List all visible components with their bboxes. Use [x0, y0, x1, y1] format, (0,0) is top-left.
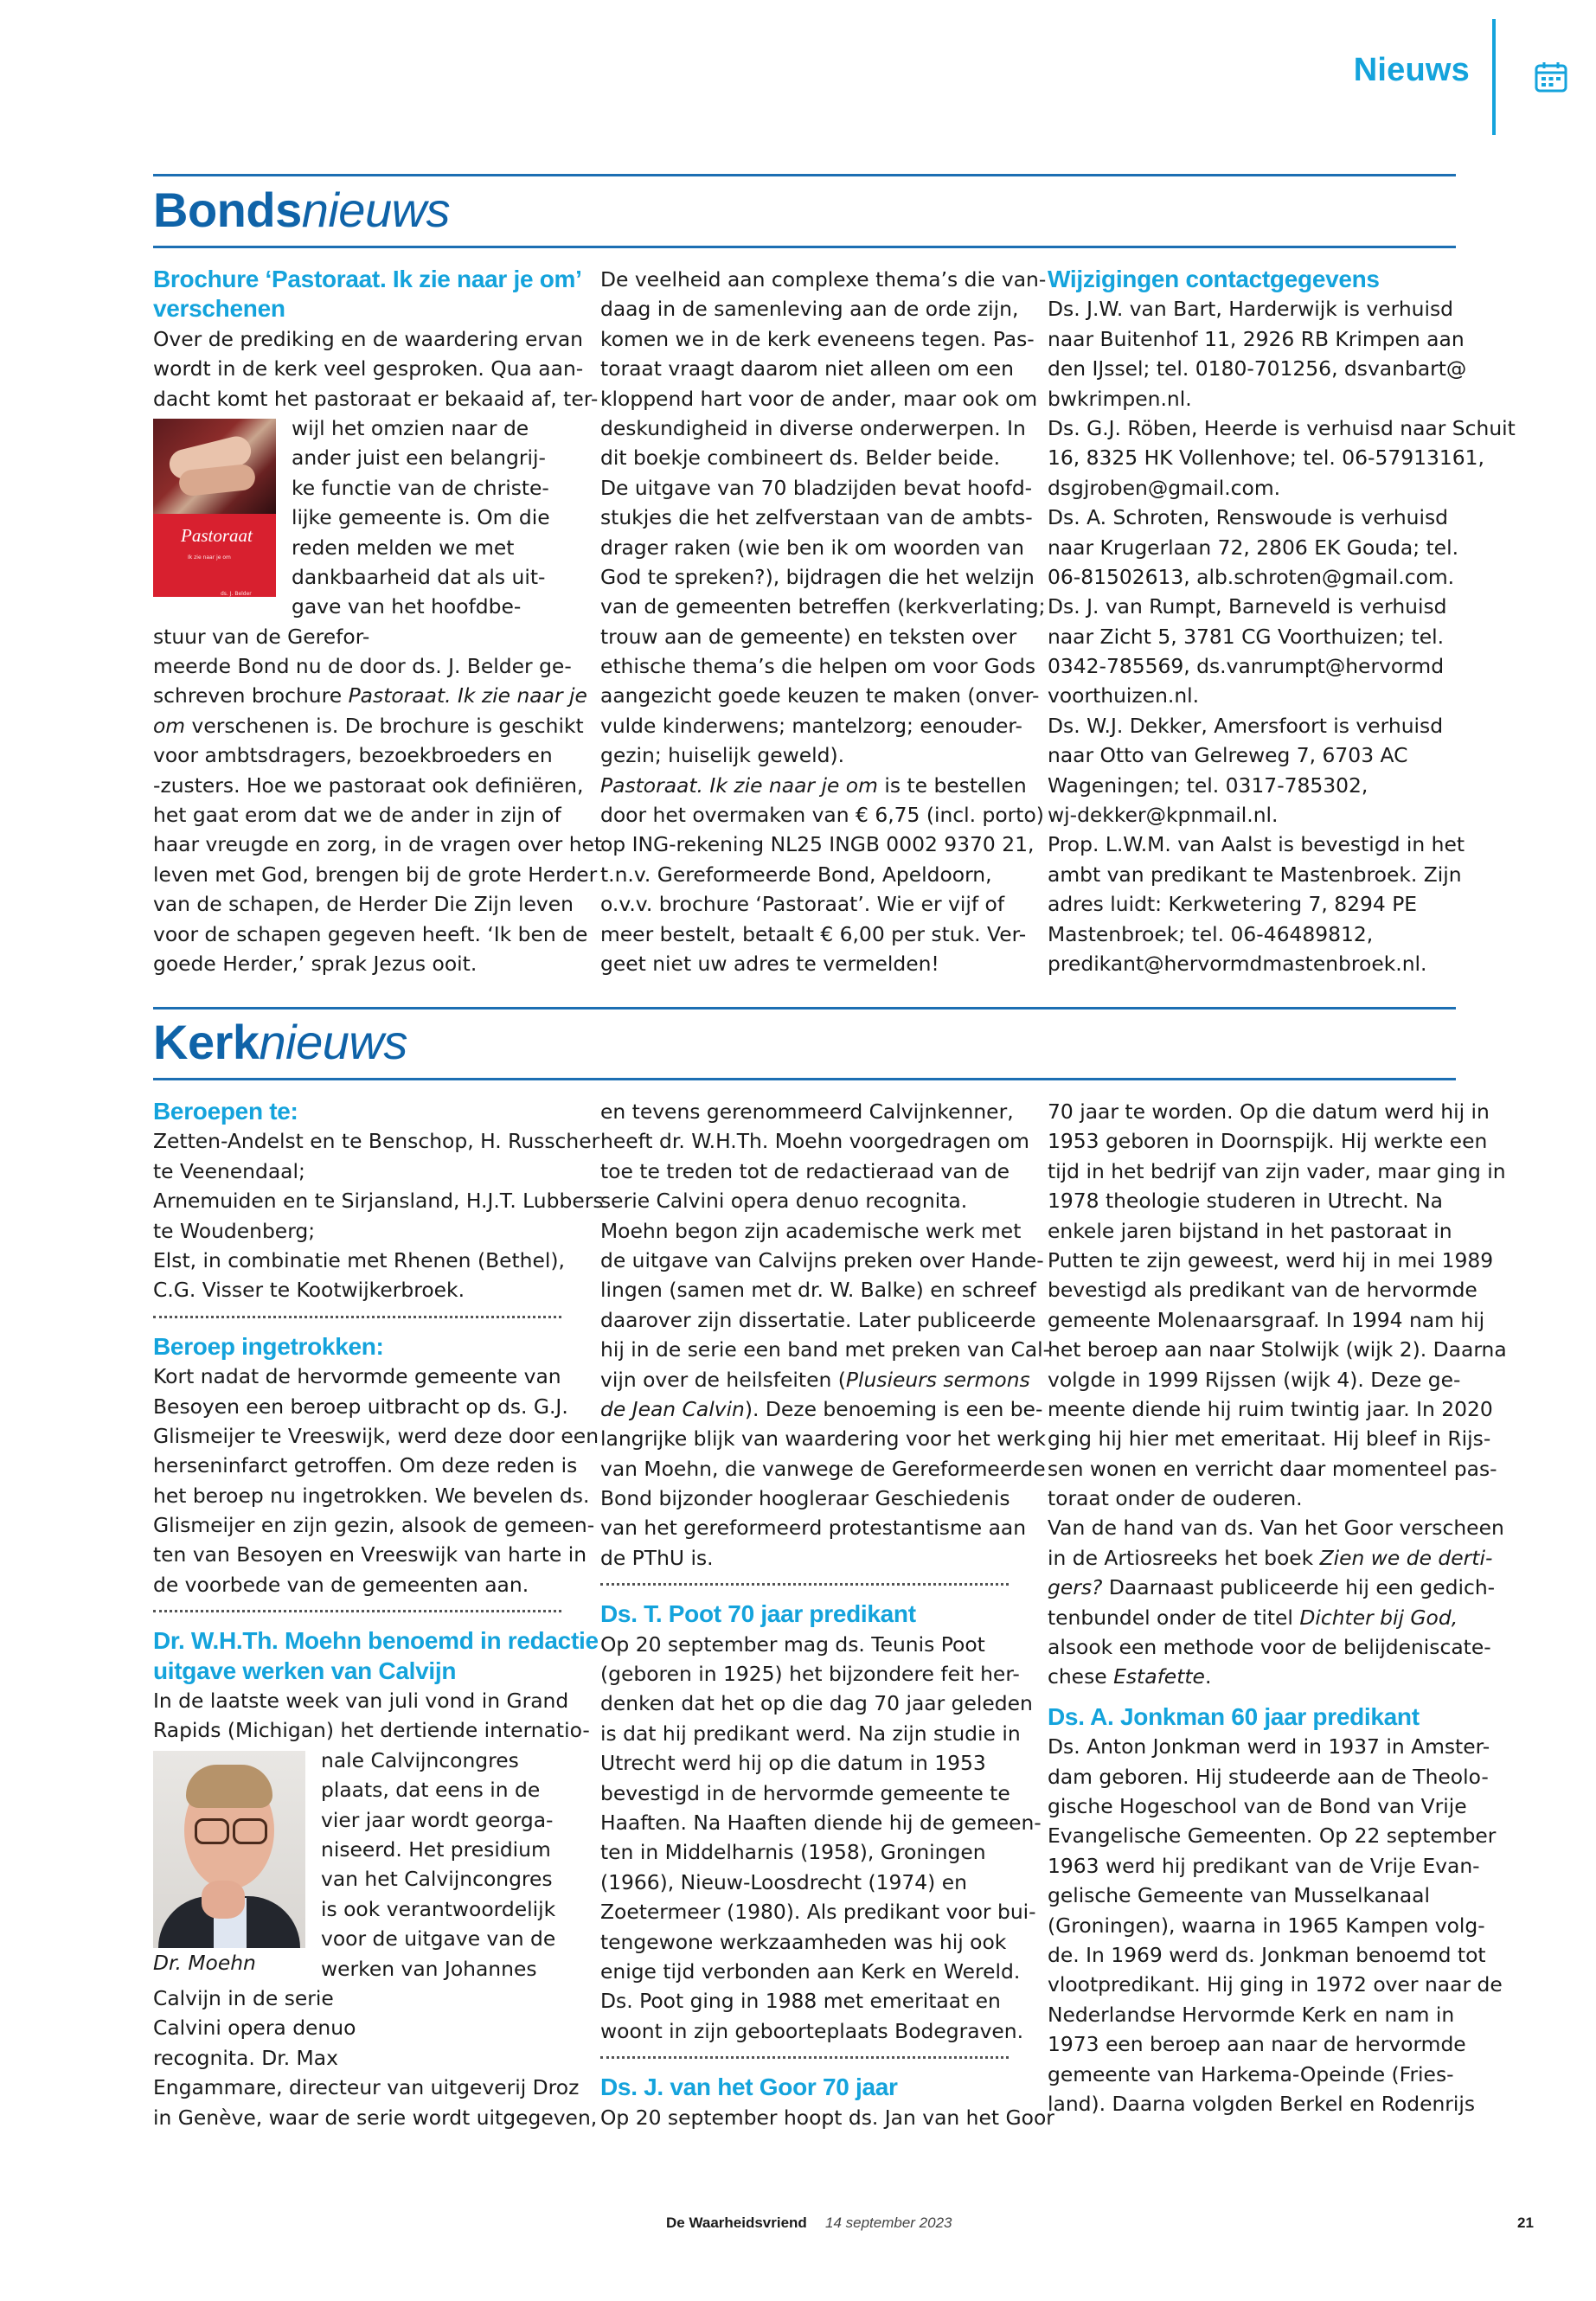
text-line: voorthuizen.nl.	[1048, 683, 1200, 708]
text-line: land). Daarna volgden Berkel en Rodenrijs	[1048, 2091, 1476, 2116]
text-line: trouw aan de gemeente) en teksten over	[600, 624, 1017, 649]
text-line: dacht komt het pastoraat er bekaaid af, ter-	[153, 386, 599, 411]
text-line: wj-dekker@kpnmail.nl.	[1048, 803, 1279, 828]
text-line: (geboren in 1925) het bijzondere feit her-	[600, 1662, 1020, 1687]
text-line: adres luidt: Kerkwetering 7, 8294 PE	[1048, 892, 1418, 917]
text-line: -zusters. Hoe we pastoraat ook definiëren,	[153, 772, 584, 798]
text-line: naar Buitenhof 11, 2926 RB Krimpen aan	[1048, 326, 1465, 351]
text-line: ke functie van de christe-	[292, 475, 549, 500]
text-line: Ds. A. Schroten, Renswoude is verhuisd	[1048, 505, 1449, 530]
text-line: C.G. Visser te Kootwijkerbroek.	[153, 1278, 465, 1303]
section-rule-top	[153, 1007, 1456, 1009]
text-line: Bond bijzonder hoogleraar Geschiedenis	[600, 1486, 1010, 1511]
text-line: daarover zijn dissertatie. Later publiceerde	[600, 1307, 1036, 1332]
kerknieuws-column-2	[600, 1097, 1054, 2132]
text-line: meer bestelt, betaalt € 6,00 per stuk. Ver-	[600, 921, 1027, 946]
text-line: wijl het omzien naar de	[292, 415, 529, 440]
text-line: gische Hogeschool van de Bond van Vrije	[1048, 1793, 1467, 1818]
text-line: (1966), Nieuw-Loosdrecht (1974) en	[600, 1869, 967, 1894]
text-line: ten in Middelharnis (1958), Groningen	[600, 1840, 986, 1865]
text-line: Van de hand van ds. Van het Goor verscheen	[1048, 1516, 1504, 1541]
text-line: gave van het hoofdbe-	[292, 594, 522, 619]
kerknieuws-column-3	[1048, 1097, 1507, 2118]
text-line: God te spreken?), bijdragen die het welzijn	[600, 564, 1035, 589]
text-line: is ook verantwoordelijk	[321, 1896, 556, 1921]
text-line: haar vreugde en zorg, in de vragen over het	[153, 832, 603, 857]
text-line: vulde kinderwens; mantelzorg; eenouder-	[600, 713, 1022, 738]
text-line: ethische thema’s die helpen om voor Gods	[600, 654, 1036, 679]
text-line: Prop. L.W.M. van Aalst is bevestigd in het	[1048, 832, 1465, 857]
text-line: dit boekje combineert ds. Belder beide.	[600, 445, 1001, 471]
text-line: voor ambtsdragers, bezoekbroeders en	[153, 743, 553, 768]
text-line: hij in de serie een band met preken van Cal-	[600, 1337, 1051, 1362]
section-label: Nieuws	[1353, 52, 1470, 88]
article-heading: Beroepen te:	[153, 1098, 298, 1125]
section-rule-top	[153, 174, 1456, 176]
text-line: van de gemeenten betreffen (kerkverlating;	[600, 594, 1046, 619]
text-line: Zoetermeer (1980). Als predikant voor bui-	[600, 1900, 1036, 1925]
text-line: De uitgave van 70 bladzijden bevat hoofd-	[600, 475, 1033, 500]
text-line: Engammare, directeur van uitgeverij Droz	[153, 2075, 580, 2100]
text-line: lijke gemeente is. Om die	[292, 505, 550, 530]
text-line: dam geboren. Hij studeerde aan de Theolo-	[1048, 1764, 1489, 1789]
text-line: Calvini opera denuo	[153, 2016, 356, 2041]
text-line: o.v.v. brochure ‘Pastoraat’. Wie er vijf of	[600, 892, 1005, 917]
text-line: 1953 geboren in Doornspijk. Hij werkte een	[1048, 1129, 1488, 1154]
text-line: de PThU is.	[600, 1545, 714, 1570]
text-line: gezin; huiselijk geweld).	[600, 743, 845, 768]
text-line: Op 20 september hoopt ds. Jan van het Goor	[600, 2105, 1054, 2130]
text-line: stukjes die het zelfverstaan van de ambts-	[600, 505, 1033, 530]
dotted-separator	[600, 1583, 1009, 1587]
text-line: 1978 theologie studeren in Utrecht. Na	[1048, 1189, 1443, 1214]
text-line: kloppend hart voor de ander, maar ook om	[600, 386, 1038, 411]
text-line: Wageningen; tel. 0317-785302,	[1048, 772, 1368, 798]
text-line: Ds. J. van Rumpt, Barneveld is verhuisd	[1048, 594, 1447, 619]
text-line: Moehn begon zijn academische werk met	[600, 1218, 1022, 1243]
text-line: dsgjroben@gmail.com.	[1048, 475, 1281, 500]
text-line: Nederlandse Hervormde Kerk en nam in	[1048, 2002, 1455, 2027]
text-line: alsook een methode voor de belijdeniscate-	[1048, 1635, 1491, 1660]
photo-caption: Dr. Moehn	[153, 1950, 256, 1975]
text-line: de. In 1969 werd ds. Jonkman benoemd tot	[1048, 1942, 1486, 1967]
text-line: Calvijn in de serie	[153, 1985, 334, 2010]
text-line: Glismeijer te Vreeswijk, werd deze door een	[153, 1423, 599, 1448]
text-line: aangezicht goede keuzen te maken (onver-	[600, 683, 1040, 708]
text-line: Op 20 september mag ds. Teunis Poot	[600, 1631, 985, 1657]
page-number: 21	[1517, 2214, 1534, 2231]
text-line: Ds. W.J. Dekker, Amersfoort is verhuisd	[1048, 713, 1444, 738]
text-line: heeft dr. W.H.Th. Moehn voorgedragen om	[600, 1129, 1029, 1154]
text-line: op ING-rekening NL25 INGB 0002 9370 21,	[600, 832, 1035, 857]
bondsnieuws-title: Bondsnieuws	[153, 183, 451, 237]
text-line: deskundigheid in diverse onderwerpen. In	[600, 415, 1026, 440]
text-line: 1963 werd hij predikant van de Vrije Evan-	[1048, 1853, 1480, 1878]
text-line: het beroep aan naar Stolwijk (wijk 2). Daarna	[1048, 1337, 1507, 1362]
brochure-cover-image	[153, 419, 276, 597]
text-line: recognita. Dr. Max	[153, 2045, 338, 2070]
brochure-cover-title: Pastoraat	[181, 524, 253, 546]
text-line: Putten te zijn geweest, werd hij in mei 1989	[1048, 1247, 1494, 1272]
text-line: ambt van predikant te Mastenbroek. Zijn	[1048, 862, 1462, 887]
text-line: Pastoraat. Ik zie naar je om is te bestellen	[600, 772, 1027, 798]
text-line: is dat hij predikant werd. Na zijn studie in	[600, 1721, 1021, 1746]
article-heading: Ds. J. van het Goor 70 jaar	[600, 2073, 898, 2101]
article-heading: Ds. T. Poot 70 jaar predikant	[600, 1600, 916, 1628]
text-line: schreven brochure Pastoraat. Ik zie naar je	[153, 683, 587, 708]
text-line: Haaften. Na Haaften diende hij de gemeen-	[600, 1810, 1042, 1835]
text-line: drager raken (wie ben ik om woorden van	[600, 535, 1024, 560]
text-line: nale Calvijncongres	[321, 1747, 519, 1772]
text-line: Evangelische Gemeenten. Op 22 september	[1048, 1823, 1497, 1849]
text-line: plaats, dat eens in de	[321, 1778, 541, 1803]
text-line: stuur van de Gerefor-	[153, 624, 370, 649]
text-line: Ds. G.J. Röben, Heerde is verhuisd naar Schuit	[1048, 415, 1516, 440]
text-line: den IJssel; tel. 0180-701256, dsvanbart@	[1048, 356, 1467, 381]
text-line: toraat vraagt daarom niet alleen om een	[600, 356, 1014, 381]
text-line: van het Calvijncongres	[321, 1867, 553, 1892]
text-line: goede Herder,’ sprak Jezus ooit.	[153, 951, 478, 976]
text-line: Elst, in combinatie met Rhenen (Bethel),	[153, 1247, 565, 1272]
article-heading: verschenen	[153, 295, 285, 323]
text-line: dankbaarheid dat als uit-	[292, 564, 546, 589]
text-line: vijn over de heilsfeiten (Plusieurs sermons	[600, 1367, 1030, 1392]
text-line: naar Krugerlaan 72, 2806 EK Gouda; tel.	[1048, 535, 1459, 560]
text-line: tenbundel onder de titel Dichter bij God,	[1048, 1605, 1458, 1630]
portrait-photo	[153, 1751, 305, 1977]
text-line: t.n.v. Gereformeerde Bond, Apeldoorn,	[600, 862, 992, 887]
text-line: leven met God, brengen bij de grote Herder	[153, 862, 598, 887]
text-line: 0342-785569, ds.vanrumpt@hervormd	[1048, 654, 1445, 679]
text-line: enkele jaren bijstand in het pastoraat in	[1048, 1218, 1452, 1243]
kerknieuws-title: Kerknieuws	[153, 1015, 407, 1069]
text-line: het gaat erom dat we de ander in zijn of	[153, 803, 561, 828]
text-line: van Moehn, die vanwege de Gereformeerde	[600, 1456, 1046, 1481]
bondsnieuws-column-1	[153, 265, 603, 978]
text-line: Over de prediking en de waardering ervan	[153, 326, 584, 351]
article-heading: Dr. W.H.Th. Moehn benoemd in redactie	[153, 1627, 599, 1655]
text-line: langrijke blijk van waardering voor het werk	[600, 1426, 1046, 1452]
text-line: 16, 8325 HK Vollenhove; tel. 06-57913161,	[1048, 445, 1484, 471]
header-divider	[1492, 19, 1496, 135]
calendar-icon	[1535, 61, 1567, 93]
text-line: naar Zicht 5, 3781 CG Voorthuizen; tel.	[1048, 624, 1445, 649]
text-line: (Groningen), waarna in 1965 Kampen volg-	[1048, 1913, 1485, 1938]
text-line: niseerd. Het presidium	[321, 1836, 551, 1862]
text-line: herseninfarct getroffen. Om deze reden is	[153, 1453, 578, 1478]
article-heading: Beroep ingetrokken:	[153, 1332, 384, 1360]
text-line: om verschenen is. De brochure is geschikt	[153, 713, 584, 738]
magazine-name: De Waarheidsvriend	[666, 2214, 807, 2231]
text-line: de uitgave van Calvijns preken over Hande-	[600, 1247, 1044, 1272]
text-line: 70 jaar te worden. Op die datum werd hij in	[1048, 1099, 1490, 1124]
text-line: ander juist een belangrij-	[292, 445, 546, 471]
issue-date: 14 september 2023	[825, 2214, 952, 2231]
text-line: meerde Bond nu de door ds. J. Belder ge-	[153, 654, 572, 679]
text-line: te Woudenberg;	[153, 1218, 316, 1243]
dotted-separator	[153, 1316, 561, 1320]
dotted-separator	[600, 2056, 1009, 2061]
text-line: serie Calvini opera denuo recognita.	[600, 1189, 968, 1214]
text-line: Kort nadat de hervormde gemeente van	[153, 1364, 561, 1389]
text-line: werken van Johannes	[321, 1956, 537, 1981]
article-heading: uitgave werken van Calvijn	[153, 1657, 457, 1684]
text-line: woont in zijn geboorteplaats Bodegraven.	[600, 2018, 1024, 2043]
text-line: gemeente van Harkema-Opeinde (Fries-	[1048, 2061, 1454, 2086]
brochure-cover-subtitle: Ik zie naar je om	[188, 554, 231, 561]
text-line: denken dat het op die dag 70 jaar geleden	[600, 1691, 1033, 1716]
text-line: De veelheid aan complexe thema’s die van-	[600, 267, 1047, 292]
text-line: voor de uitgave van de	[321, 1926, 556, 1952]
text-line: Ds. Poot ging in 1988 met emeritaat en	[600, 1989, 1001, 2014]
dotted-separator	[153, 1610, 561, 1614]
section-rule-bottom	[153, 1078, 1456, 1080]
text-line: In de laatste week van juli vond in Grand	[153, 1689, 569, 1714]
text-line: Glismeijer en zijn gezin, alsook de gemeen-	[153, 1513, 595, 1538]
text-line: van de schapen, de Herder Die Zijn leven	[153, 892, 574, 917]
text-line: enige tijd verbonden aan Kerk en Wereld.	[600, 1958, 1021, 1984]
text-line: 1973 een beroep aan naar de hervormde	[1048, 2032, 1466, 2057]
text-line: meente diende hij ruim twintig jaar. In 2020	[1048, 1396, 1493, 1421]
text-line: bwkrimpen.nl.	[1048, 386, 1192, 411]
bondsnieuws-column-3	[1048, 265, 1516, 978]
text-line: wordt in de kerk veel gesproken. Qua aan-	[153, 356, 584, 381]
text-line: gers? Daarnaast publiceerde hij een gedich-	[1048, 1575, 1496, 1600]
article-heading: Wijzigingen contactgegevens	[1048, 266, 1380, 292]
article-heading: Ds. A. Jonkman 60 jaar predikant	[1048, 1702, 1420, 1730]
text-line: Rapids (Michigan) het dertiende internatio-	[153, 1718, 590, 1743]
text-line: volgde in 1999 Rijssen (wijk 4). Deze ge-	[1048, 1367, 1461, 1392]
text-line: de Jean Calvin). Deze benoeming is een be-	[600, 1396, 1043, 1421]
text-line: Besoyen een beroep uitbracht op ds. G.J.	[153, 1394, 568, 1419]
text-line: Mastenbroek; tel. 06-46489812,	[1048, 921, 1374, 946]
text-line: door het overmaken van € 6,75 (incl. porto)	[600, 803, 1044, 828]
text-line: de voorbede van de gemeenten aan.	[153, 1572, 529, 1597]
text-line: chese Estafette.	[1048, 1664, 1212, 1689]
text-line: Ds. J.W. van Bart, Harderwijk is verhuisd	[1048, 297, 1454, 322]
text-line: 06-81502613, alb.schroten@gmail.com.	[1048, 564, 1455, 589]
text-line: te Veenendaal;	[153, 1158, 305, 1183]
text-line: van het gereformeerd protestantisme aan	[600, 1516, 1027, 1541]
text-line: tijd in het bedrijf van zijn vader, maar ging in	[1048, 1158, 1506, 1183]
text-line: reden melden we met	[292, 535, 515, 560]
text-line: Utrecht werd hij op die datum in 1953	[600, 1751, 986, 1776]
article-heading: Brochure ‘Pastoraat. Ik zie naar je om’	[153, 266, 582, 292]
text-line: Arnemuiden en te Sirjansland, H.J.T. Lubbers	[153, 1189, 604, 1214]
section-rule-bottom	[153, 246, 1456, 248]
text-line: en tevens gerenommeerd Calvijnkenner,	[600, 1099, 1014, 1124]
text-line: vier jaar wordt georga-	[321, 1807, 554, 1832]
text-line: Ds. Anton Jonkman werd in 1937 in Amster-	[1048, 1734, 1490, 1759]
text-line: Zetten-Andelst en te Benschop, H. Russcher	[153, 1129, 600, 1154]
text-line: in Genève, waar de serie wordt uitgegeven,	[153, 2105, 598, 2130]
text-line: bevestigd in de hervormde gemeente te	[600, 1780, 1010, 1805]
text-line: toraat onder de ouderen.	[1048, 1486, 1303, 1511]
text-line: voor de schapen gegeven heeft. ‘Ik ben de	[153, 921, 588, 946]
text-line: predikant@hervormdmastenbroek.nl.	[1048, 951, 1427, 976]
text-line: sen wonen en verricht daar momenteel pas-	[1048, 1456, 1497, 1481]
text-line: toe te treden tot de redactieraad van de	[600, 1158, 1010, 1183]
text-line: naar Otto van Gelreweg 7, 6703 AC	[1048, 743, 1408, 768]
kerknieuws-column-1	[153, 1097, 604, 2132]
text-line: lingen (samen met dr. W. Balke) en schreef	[600, 1278, 1036, 1303]
bondsnieuws-column-2	[600, 265, 1047, 978]
text-line: gelische Gemeente van Musselkanaal	[1048, 1883, 1431, 1908]
text-line: het beroep nu ingetrokken. We bevelen ds.	[153, 1483, 590, 1508]
text-line: vlootpredikant. Hij ging in 1972 over naar de	[1048, 1972, 1503, 1997]
text-line: in de Artiosreeks het boek Zien we de derti-	[1048, 1545, 1493, 1570]
text-line: geet niet uw adres te vermelden!	[600, 951, 939, 976]
brochure-cover-author: ds. J. Belder	[221, 590, 252, 597]
text-line: gemeente Molenaarsgraaf. In 1994 nam hij	[1048, 1307, 1485, 1332]
text-line: bevestigd als predikant van de hervormde	[1048, 1278, 1477, 1303]
text-line: ging hij hier met emeritaat. Hij bleef in Rijs-	[1048, 1426, 1491, 1452]
text-line: tengewone werkzaamheden was hij ook	[600, 1929, 1007, 1954]
text-line: komen we in de kerk eveneens tegen. Pas-	[600, 326, 1035, 351]
text-line: daag in de samenleving aan de orde zijn,	[600, 297, 1019, 322]
text-line: ten van Besoyen en Vreeswijk van harte in	[153, 1542, 587, 1567]
